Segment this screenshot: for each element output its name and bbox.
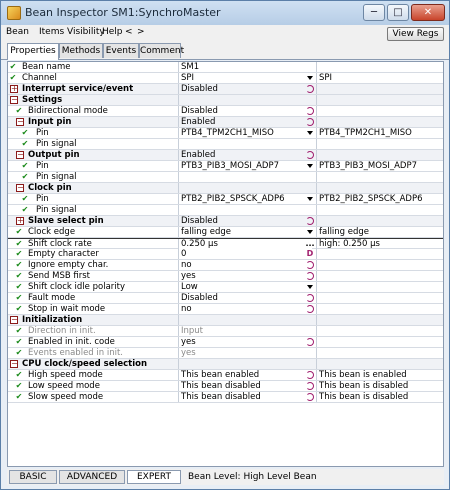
checkmark-icon: ✔ xyxy=(15,337,23,346)
refresh-icon[interactable] xyxy=(304,150,316,160)
property-name: Enabled in init. code xyxy=(28,337,115,347)
dropdown-arrow-icon[interactable] xyxy=(304,194,316,204)
refresh-icon[interactable] xyxy=(304,216,316,226)
property-detail xyxy=(316,271,444,281)
property-row[interactable] xyxy=(8,73,444,84)
property-detail: high: 0.250 µs xyxy=(316,239,444,249)
property-group-row[interactable] xyxy=(8,216,444,227)
property-row[interactable] xyxy=(8,282,444,293)
dropdown-arrow-icon[interactable] xyxy=(304,128,316,138)
tab-basic[interactable]: BASIC xyxy=(9,470,57,484)
property-name: Channel xyxy=(22,73,57,83)
property-name: Pin signal xyxy=(36,172,77,182)
property-value[interactable]: SM1 xyxy=(178,62,312,72)
dropdown-arrow-icon[interactable] xyxy=(304,161,316,171)
property-group-row[interactable] xyxy=(8,359,444,370)
property-group-row[interactable] xyxy=(8,315,444,326)
property-row[interactable] xyxy=(8,194,444,205)
property-name: Clock edge xyxy=(28,227,76,237)
expander-icon[interactable]: − xyxy=(11,359,18,368)
property-value[interactable] xyxy=(178,172,312,182)
checkmark-icon: ✔ xyxy=(21,172,29,181)
property-name: Events enabled in init. xyxy=(28,348,123,358)
property-group-row[interactable] xyxy=(8,84,444,95)
property-row[interactable] xyxy=(8,106,444,117)
property-value[interactable]: PTB3_PIB3_MOSI_ADP7 xyxy=(178,161,312,171)
refresh-icon[interactable] xyxy=(304,84,316,94)
property-row[interactable] xyxy=(8,139,444,150)
property-group-row[interactable] xyxy=(8,117,444,128)
property-row[interactable] xyxy=(8,370,444,381)
property-name: Bidirectional mode xyxy=(28,106,108,116)
property-name: Shift clock rate xyxy=(28,239,92,249)
property-row[interactable] xyxy=(8,392,444,403)
checkmark-icon: ✔ xyxy=(15,293,23,302)
expander-icon[interactable]: + xyxy=(11,84,18,93)
property-detail xyxy=(316,249,444,259)
property-name: Clock pin xyxy=(28,183,72,193)
property-row[interactable] xyxy=(8,62,444,73)
property-detail xyxy=(316,117,444,127)
inspector-tabs xyxy=(1,41,449,60)
checkmark-icon: ✔ xyxy=(21,128,29,137)
property-row-selected[interactable] xyxy=(8,238,444,249)
property-detail xyxy=(316,348,444,358)
tab-properties[interactable]: Properties xyxy=(7,43,59,60)
checkmark-icon: ✔ xyxy=(21,194,29,203)
property-detail: falling edge xyxy=(316,227,444,237)
property-row[interactable] xyxy=(8,381,444,392)
checkmark-icon: ✔ xyxy=(15,106,23,115)
property-name: Initialization xyxy=(22,315,83,325)
property-value[interactable]: Disabled xyxy=(178,106,312,116)
property-name: Direction in init. xyxy=(28,326,96,336)
checkmark-icon: ✔ xyxy=(21,161,29,170)
detail-level-bar xyxy=(7,469,444,485)
expander-icon[interactable]: + xyxy=(17,216,24,225)
property-name: Slave select pin xyxy=(28,216,104,226)
checkmark-icon: ✔ xyxy=(15,326,23,335)
bean-inspector-app-icon xyxy=(7,6,21,20)
property-value[interactable]: Disabled xyxy=(178,84,312,94)
refresh-icon[interactable] xyxy=(304,381,316,391)
property-grid xyxy=(7,61,444,467)
refresh-icon[interactable] xyxy=(304,293,316,303)
checkmark-icon: ✔ xyxy=(9,73,17,82)
property-name: Bean name xyxy=(22,62,71,72)
refresh-icon[interactable] xyxy=(304,106,316,116)
property-detail: This bean is disabled xyxy=(316,392,444,402)
property-name: Shift clock idle polarity xyxy=(28,282,125,292)
property-name: Pin xyxy=(36,128,49,138)
refresh-icon[interactable] xyxy=(304,370,316,380)
property-value xyxy=(178,315,312,325)
property-detail: This bean is disabled xyxy=(316,381,444,391)
property-name: CPU clock/speed selection xyxy=(22,359,148,369)
window-title: Bean Inspector SM1:SynchroMaster xyxy=(25,6,221,19)
menu-help[interactable]: Help xyxy=(102,27,123,37)
property-detail: SPI xyxy=(316,73,444,83)
property-name: Empty character xyxy=(28,249,99,259)
property-value[interactable]: This bean enabled xyxy=(178,370,312,380)
menu-bean[interactable]: Bean xyxy=(6,27,29,37)
property-name: High speed mode xyxy=(28,370,103,380)
dropdown-arrow-icon[interactable] xyxy=(304,282,316,292)
property-value[interactable]: yes xyxy=(178,337,312,347)
property-detail: PTB2_PIB2_SPSCK_ADP6 xyxy=(316,194,444,204)
property-name: Interrupt service/event xyxy=(22,84,134,94)
expander-icon[interactable]: − xyxy=(11,315,18,324)
property-row[interactable] xyxy=(8,172,444,183)
checkmark-icon: ✔ xyxy=(21,139,29,148)
tab-comment[interactable]: Comment xyxy=(139,43,181,58)
tab-methods[interactable]: Methods xyxy=(59,43,103,58)
property-detail xyxy=(316,106,444,116)
property-value[interactable]: This bean disabled xyxy=(178,381,312,391)
property-row[interactable] xyxy=(8,205,444,216)
refresh-icon[interactable] xyxy=(304,260,316,270)
property-value[interactable]: 0 xyxy=(178,249,312,259)
property-detail xyxy=(316,326,444,336)
checkmark-icon: ✔ xyxy=(9,62,17,71)
property-value[interactable]: This bean disabled xyxy=(178,392,312,402)
property-name: Pin xyxy=(36,161,49,171)
dropdown-arrow-icon[interactable] xyxy=(304,73,316,83)
property-detail: PTB3_PIB3_MOSI_ADP7 xyxy=(316,161,444,171)
refresh-icon[interactable] xyxy=(304,271,316,281)
property-row[interactable] xyxy=(8,227,444,238)
property-row[interactable] xyxy=(8,249,444,260)
property-detail xyxy=(316,282,444,292)
checkmark-icon: ✔ xyxy=(15,304,23,313)
bean-level-label: Bean Level: High Level Bean xyxy=(188,472,317,482)
property-name: Low speed mode xyxy=(28,381,100,391)
minimize-button[interactable]: ─ xyxy=(363,4,385,21)
property-name: Slow speed mode xyxy=(28,392,104,402)
property-row[interactable] xyxy=(8,260,444,271)
property-value[interactable] xyxy=(178,205,312,215)
property-value[interactable]: no xyxy=(178,260,312,270)
property-name: Pin signal xyxy=(36,139,77,149)
property-name: Output pin xyxy=(28,150,80,160)
d-format-icon[interactable]: D xyxy=(306,249,314,258)
property-detail: This bean is enabled xyxy=(316,370,444,380)
property-row[interactable] xyxy=(8,128,444,139)
property-value[interactable]: Enabled xyxy=(178,117,312,127)
menu-bar xyxy=(1,25,449,41)
close-button[interactable]: ✕ xyxy=(411,4,445,21)
property-detail xyxy=(316,172,444,182)
property-name: Pin signal xyxy=(36,205,77,215)
property-value xyxy=(178,183,312,193)
property-row[interactable] xyxy=(8,293,444,304)
refresh-icon[interactable] xyxy=(304,117,316,127)
property-group-row[interactable] xyxy=(8,95,444,106)
checkmark-icon: ✔ xyxy=(15,260,23,269)
title-bar xyxy=(1,1,449,25)
property-detail xyxy=(316,337,444,347)
tab-events[interactable]: Events xyxy=(103,43,139,58)
property-value[interactable]: SPI xyxy=(178,73,312,83)
property-value: yes xyxy=(178,348,312,358)
tab-advanced[interactable]: ADVANCED xyxy=(59,470,125,484)
property-value: Input xyxy=(178,326,312,336)
menu-back[interactable]: < xyxy=(125,27,133,37)
property-detail xyxy=(316,293,444,303)
property-group-row[interactable] xyxy=(8,183,444,194)
property-value[interactable]: Low xyxy=(178,282,312,292)
property-row[interactable] xyxy=(8,348,444,359)
property-detail xyxy=(316,315,444,325)
checkmark-icon: ✔ xyxy=(21,205,29,214)
expander-icon[interactable]: − xyxy=(17,117,24,126)
maximize-button[interactable]: □ xyxy=(387,4,409,21)
property-detail xyxy=(316,304,444,314)
property-detail xyxy=(316,62,444,72)
property-value[interactable]: Disabled xyxy=(178,216,312,226)
expander-icon[interactable]: − xyxy=(17,150,24,159)
checkmark-icon: ✔ xyxy=(15,348,23,357)
checkmark-icon: ✔ xyxy=(15,249,23,258)
property-value[interactable]: Disabled xyxy=(178,293,312,303)
property-name: Ignore empty char. xyxy=(28,260,109,270)
property-value[interactable]: 0.250 µs xyxy=(178,239,312,249)
checkmark-icon: ✔ xyxy=(15,239,23,248)
refresh-icon[interactable] xyxy=(304,392,316,402)
refresh-icon[interactable] xyxy=(304,337,316,347)
property-name: Send MSB first xyxy=(28,271,90,281)
property-row[interactable] xyxy=(8,161,444,172)
property-value[interactable]: PTB2_PIB2_SPSCK_ADP6 xyxy=(178,194,312,204)
property-detail xyxy=(316,95,444,105)
property-detail xyxy=(316,183,444,193)
checkmark-icon: ✔ xyxy=(15,282,23,291)
property-value[interactable]: no xyxy=(178,304,312,314)
property-row[interactable] xyxy=(8,337,444,348)
property-value xyxy=(178,359,312,369)
property-detail xyxy=(316,84,444,94)
property-detail xyxy=(316,359,444,369)
checkmark-icon: ✔ xyxy=(15,370,23,379)
property-value[interactable]: PTB4_TPM2CH1_MISO xyxy=(178,128,312,138)
property-value[interactable]: falling edge xyxy=(178,227,312,237)
property-name: Fault mode xyxy=(28,293,76,303)
property-detail xyxy=(316,139,444,149)
expander-icon[interactable]: − xyxy=(17,183,24,192)
property-detail xyxy=(316,205,444,215)
property-value[interactable]: Enabled xyxy=(178,150,312,160)
property-row[interactable] xyxy=(8,326,444,337)
property-name: Input pin xyxy=(28,117,72,127)
property-group-row[interactable] xyxy=(8,150,444,161)
menu-items-visibility[interactable]: Items Visibility xyxy=(39,27,105,37)
property-name: Settings xyxy=(22,95,63,105)
property-detail: PTB4_TPM2CH1_MISO xyxy=(316,128,444,138)
property-value[interactable]: yes xyxy=(178,271,312,281)
view-regs-button[interactable]: View Regs xyxy=(387,27,444,41)
checkmark-icon: ✔ xyxy=(15,227,23,236)
refresh-icon[interactable] xyxy=(304,304,316,314)
property-detail xyxy=(316,150,444,160)
property-row[interactable] xyxy=(8,271,444,282)
property-value xyxy=(178,95,312,105)
tab-expert[interactable]: EXPERT xyxy=(127,470,181,484)
ellipsis-icon[interactable]: ... xyxy=(305,239,315,248)
checkmark-icon: ✔ xyxy=(15,271,23,280)
property-detail xyxy=(316,260,444,270)
dropdown-arrow-icon[interactable] xyxy=(304,227,316,237)
property-name: Pin xyxy=(36,194,49,204)
expander-icon[interactable]: − xyxy=(11,95,18,104)
property-name: Stop in wait mode xyxy=(28,304,106,314)
property-row[interactable] xyxy=(8,304,444,315)
checkmark-icon: ✔ xyxy=(15,392,23,401)
checkmark-icon: ✔ xyxy=(15,381,23,390)
property-detail xyxy=(316,216,444,226)
menu-forward[interactable]: > xyxy=(137,27,145,37)
property-value[interactable] xyxy=(178,139,312,149)
